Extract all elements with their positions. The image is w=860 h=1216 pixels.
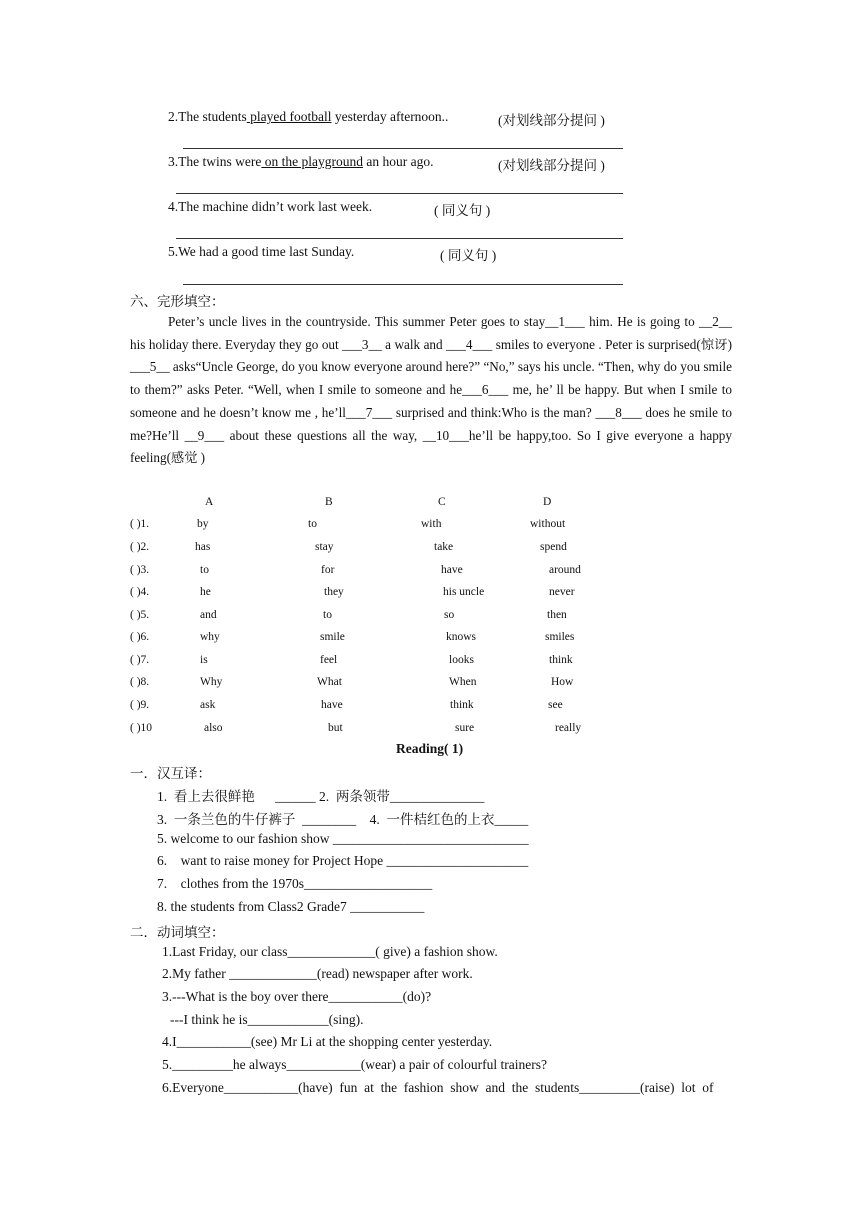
option-c: looks — [449, 654, 474, 666]
option-d: How — [551, 676, 574, 688]
cloze-heading: 六、完形填空： — [130, 294, 225, 309]
option-header-c: C — [438, 496, 446, 508]
verb-item: 5._________he always___________(wear) a pair of colourful trainers? — [162, 1057, 548, 1072]
option-a: why — [200, 631, 220, 643]
verb-item: ---I think he is____________(sing). — [170, 1012, 364, 1027]
option-c: take — [434, 541, 454, 553]
option-d: spend — [540, 541, 567, 553]
option-b: they — [324, 586, 344, 598]
section-title: Reading( 1) — [396, 741, 464, 756]
verb-item: 2.My father _____________(read) newspaper after work. — [162, 966, 473, 981]
verb-item: 3.---What is the boy over there___________(do)? — [162, 989, 432, 1004]
verb-item: 4.I___________(see) Mr Li at the shopping center yesterday. — [162, 1034, 493, 1049]
translation-item: 7. clothes from the 1970s___________________ — [157, 876, 433, 891]
option-d: really — [555, 722, 582, 734]
option-b: have — [321, 699, 343, 711]
translation-item: 1. 看上去很鲜艳 ______ 2. 两条领带______________ — [157, 789, 485, 804]
rewrite-item-4: 4.The machine didn’t work last week. — [168, 199, 373, 214]
answer-blank[interactable]: ( )10 — [130, 722, 153, 734]
option-d: never — [549, 586, 575, 598]
option-b: to — [323, 609, 332, 621]
option-a: has — [195, 541, 211, 553]
underlined-phrase: played football — [246, 109, 332, 124]
rewrite-item-5: 5.We had a good time last Sunday. — [168, 244, 355, 259]
answer-blank[interactable]: ( )5. — [130, 609, 150, 621]
option-c: with — [421, 518, 442, 530]
option-d: see — [548, 699, 563, 711]
rewrite-text: 2.The students — [168, 109, 247, 124]
option-b: smile — [320, 631, 345, 643]
option-c: think — [450, 699, 474, 711]
option-a: ask — [200, 699, 216, 711]
rewrite-text: yesterday afternoon.. — [331, 109, 449, 124]
translation-item: 5. welcome to our fashion show _____________________________ — [157, 831, 529, 846]
option-c: his uncle — [443, 586, 485, 598]
option-a: Why — [200, 676, 223, 688]
option-a: and — [200, 609, 217, 621]
option-b: stay — [315, 541, 334, 553]
rewrite-note: (对划线部分提问 ) — [498, 113, 605, 128]
verb-item: 6.Everyone___________(have) fun at the fashion show and the students_________(raise) lot of — [162, 1080, 714, 1095]
answer-line[interactable] — [176, 193, 623, 194]
translation-item: 6. want to raise money for Project Hope _____________________ — [157, 853, 529, 868]
answer-blank[interactable]: ( )4. — [130, 586, 150, 598]
option-header-d: D — [543, 496, 552, 508]
section-heading: 一．汉互译： — [130, 766, 211, 781]
option-d: think — [549, 654, 573, 666]
option-header-b: B — [325, 496, 333, 508]
verb-item: 1.Last Friday, our class_____________( give) a fashion show. — [162, 944, 498, 959]
answer-blank[interactable]: ( )1. — [130, 518, 150, 530]
answer-blank[interactable]: ( )2. — [130, 541, 150, 553]
rewrite-text: an hour ago. — [362, 154, 434, 169]
option-d: then — [547, 609, 567, 621]
option-a: also — [204, 722, 223, 734]
cloze-passage: Peter’s uncle lives in the countryside. This summer Peter goes to stay__1___ him. He is going to __2__ his holiday there. Everyday they go out ___3__ a walk and ___4___ smiles to everyone . Peter is surprised(惊讶) ___5__ asks“Uncle George, do you know everyone around here?” “No,” says his uncle. “Then, why do you smile to them?” asks Peter. “Well, when I smile to someone and he___6___ me, he’ ll be happy. But when I smile to someone and he doesn’t know me , he’ll___7___ surprised and think:Who is the man? ___8___ does he smile to me?He’ll __9___ about these questions all the way, __10___he’ll be happy,too. So I give everyone a happy feeling(感觉 ) — [130, 314, 732, 466]
option-c: have — [441, 564, 463, 576]
rewrite-note: ( 同义句 ) — [440, 248, 497, 263]
option-d: around — [549, 564, 581, 576]
answer-blank[interactable]: ( )8. — [130, 676, 150, 688]
option-c: When — [449, 676, 477, 688]
option-a: he — [200, 586, 211, 598]
option-b: but — [328, 722, 343, 734]
rewrite-text: 3.The twins were — [168, 154, 262, 169]
answer-line[interactable] — [183, 284, 623, 285]
rewrite-item-3 — [168, 154, 433, 170]
rewrite-note: ( 同义句 ) — [434, 203, 491, 218]
answer-blank[interactable]: ( )7. — [130, 654, 150, 666]
option-b: for — [321, 564, 335, 576]
option-d: smiles — [545, 631, 575, 643]
option-a: is — [200, 654, 208, 666]
option-b: feel — [320, 654, 338, 666]
answer-blank[interactable]: ( )6. — [130, 631, 150, 643]
answer-line[interactable] — [176, 238, 623, 239]
option-c: knows — [446, 631, 477, 643]
rewrite-note: (对划线部分提问 ) — [498, 158, 605, 173]
option-a: by — [197, 518, 209, 530]
answer-blank[interactable]: ( )9. — [130, 699, 150, 711]
translation-item: 3. 一条兰色的牛仔裤子 ________ 4. 一件桔红色的上衣_____ — [157, 812, 529, 827]
option-c: sure — [455, 722, 475, 734]
option-a: to — [200, 564, 209, 576]
underlined-phrase: on the playground — [261, 154, 363, 169]
option-d: without — [530, 518, 566, 530]
option-header-a: A — [205, 496, 214, 508]
option-c: so — [444, 609, 455, 621]
rewrite-item-2 — [168, 109, 448, 125]
option-b: to — [308, 518, 317, 530]
option-b: What — [317, 676, 342, 688]
section-heading: 二．动词填空： — [130, 925, 225, 940]
answer-blank[interactable]: ( )3. — [130, 564, 150, 576]
translation-item: 8. the students from Class2 Grade7 ___________ — [157, 899, 425, 914]
answer-line[interactable] — [183, 148, 623, 149]
